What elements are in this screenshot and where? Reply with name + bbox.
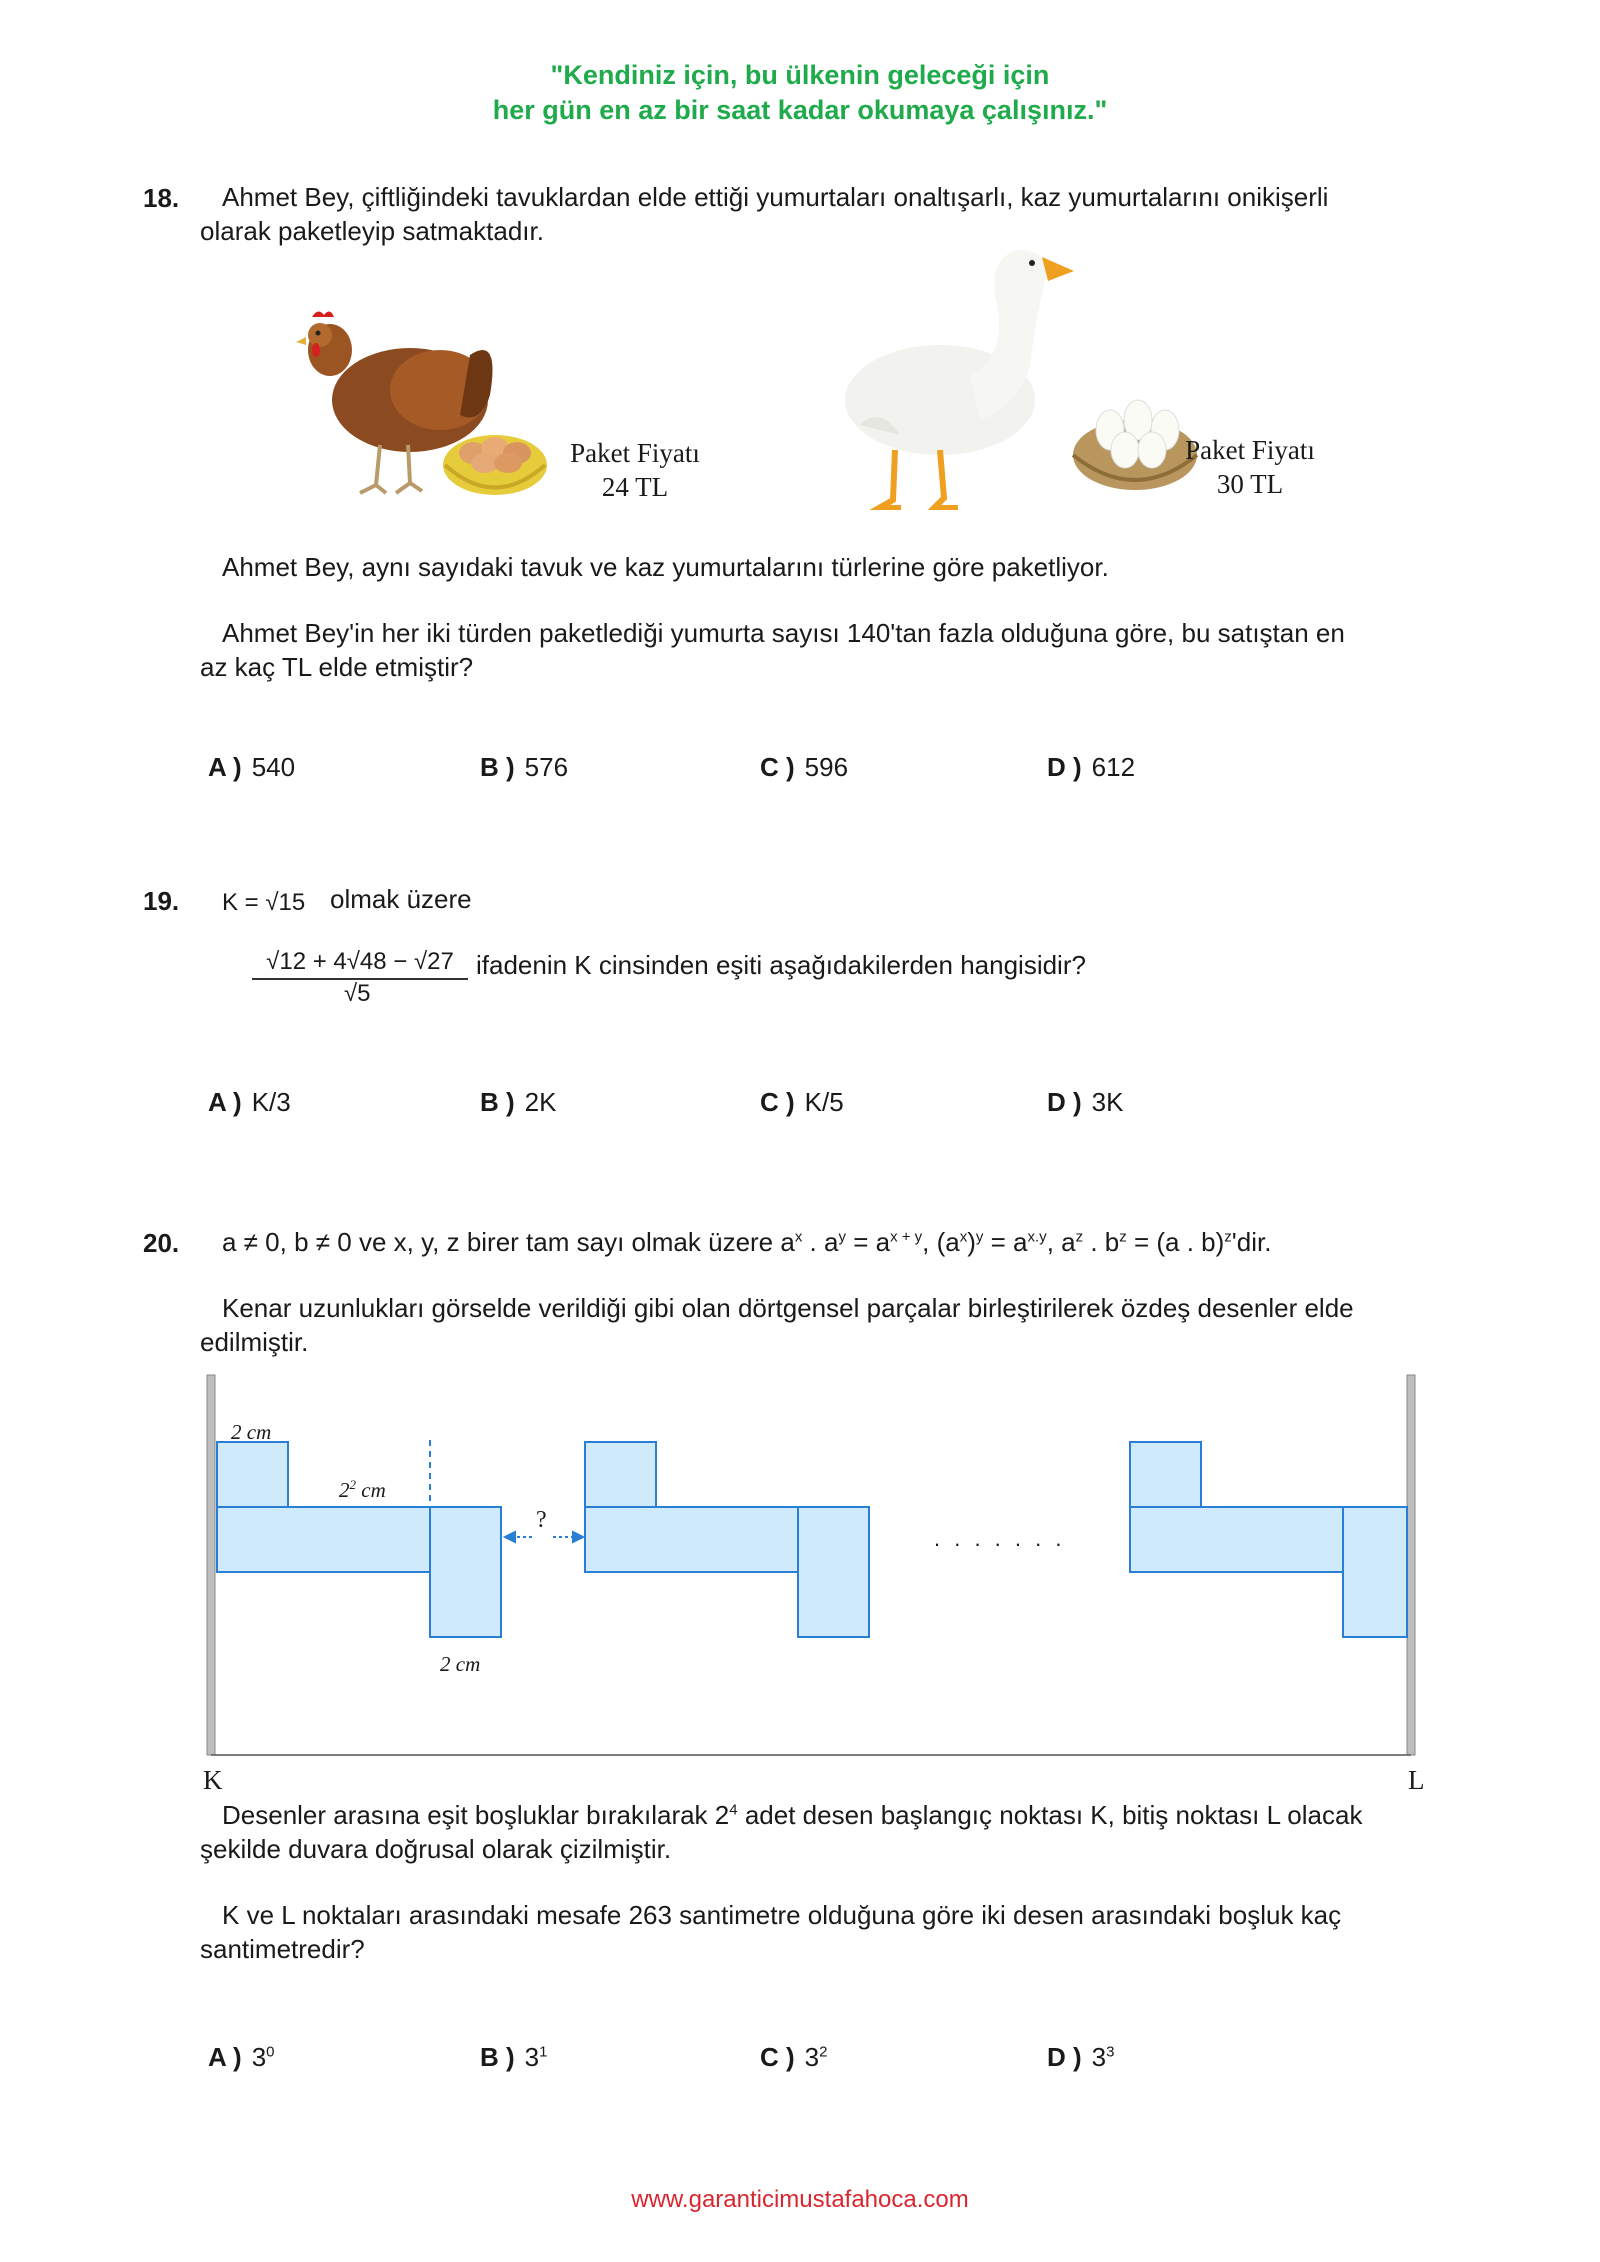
- q18-option-d[interactable]: [1047, 752, 1135, 783]
- para-text: adet desen başlangıç noktası K, bitiş noktası L olacak: [737, 1800, 1363, 1830]
- q20-option-c[interactable]: [760, 2042, 827, 2073]
- option-base: 3: [251, 2042, 267, 2072]
- option-letter: D ): [1047, 1087, 1082, 1117]
- goose-price-label: Paket Fiyatı: [1185, 435, 1315, 465]
- motto-line-2: her gün en az bir saat kadar okumaya çalışınız.": [492, 95, 1108, 125]
- q19-question: ifadenin K cinsinden eşiti aşağıdakilerden hangisidir?: [476, 950, 1086, 980]
- option-letter: C ): [760, 752, 795, 782]
- fraction-numerator: √12 + 4√48 − √27: [252, 948, 468, 980]
- label-base: 2: [339, 1478, 350, 1502]
- option-exp: 0: [266, 2043, 275, 2061]
- point-K: K: [203, 1765, 223, 1795]
- q20-para1-line2: edilmiştir.: [200, 1327, 309, 1357]
- rule-exp: y: [975, 1228, 984, 1246]
- rule-exp: y: [838, 1228, 846, 1246]
- option-letter: B ): [480, 1087, 515, 1117]
- rule-text: = a: [983, 1227, 1028, 1257]
- rule-exp: x: [794, 1228, 803, 1246]
- label-top-2cm: 2 cm: [231, 1420, 272, 1444]
- label-unit: cm: [356, 1478, 386, 1502]
- hen-package-price: [560, 436, 710, 504]
- q19-option-d[interactable]: [1047, 1087, 1123, 1118]
- option-letter: B ): [480, 2042, 515, 2072]
- option-base: 3: [1091, 2042, 1107, 2072]
- hen-price-value: 24 TL: [601, 472, 669, 502]
- goose-price-value: 30 TL: [1216, 469, 1284, 499]
- hen-price-label: Paket Fiyatı: [570, 438, 700, 468]
- rule-text: a ≠ 0, b ≠ 0 ve x, y, z birer tam sayı olmak üzere a: [222, 1227, 795, 1257]
- egg-basket-icon: [443, 435, 547, 495]
- k-definition-rest: olmak üzere: [330, 884, 472, 914]
- option-base: 3: [804, 2042, 820, 2072]
- fraction-denominator: √5: [344, 980, 371, 1007]
- option-value: 612: [1091, 752, 1136, 782]
- pattern-1: [217, 1442, 501, 1637]
- option-letter: A ): [208, 2042, 242, 2072]
- q18-option-b[interactable]: [480, 752, 568, 783]
- option-value: K/3: [251, 1087, 291, 1117]
- point-L: L: [1408, 1765, 1425, 1795]
- rule-exp: x + y: [890, 1228, 923, 1246]
- q18-para2-line1: Ahmet Bey'in her iki türden paketlediği yumurta sayısı 140'tan fazla olduğuna göre, bu satıştan en: [222, 618, 1345, 648]
- right-wall: [1407, 1375, 1415, 1755]
- q19-option-b[interactable]: [480, 1087, 556, 1118]
- option-value: 576: [524, 752, 569, 782]
- q19-option-a[interactable]: [208, 1087, 291, 1118]
- rule-text: . b: [1083, 1227, 1120, 1257]
- pattern-last: [1130, 1442, 1407, 1637]
- option-value: 540: [251, 752, 296, 782]
- goose-icon: [845, 250, 1074, 508]
- q20-option-a[interactable]: [208, 2042, 275, 2073]
- option-value: 596: [804, 752, 849, 782]
- q20-option-b[interactable]: [480, 2042, 547, 2073]
- para-text: Desenler arasına eşit boşluklar bırakılarak 2: [222, 1800, 730, 1830]
- option-letter: D ): [1047, 2042, 1082, 2072]
- left-wall: [207, 1375, 215, 1755]
- option-exp: 1: [539, 2043, 548, 2061]
- option-letter: C ): [760, 1087, 795, 1117]
- q19-option-c[interactable]: [760, 1087, 844, 1118]
- motto-line-1: "Kendiniz için, bu ülkenin geleceği için: [550, 60, 1050, 90]
- rule-exp: z: [1224, 1228, 1232, 1246]
- q18-para2-line2: az kaç TL elde etmiştir?: [200, 652, 474, 682]
- goose-with-eggs-image: [820, 235, 1200, 510]
- hen-with-eggs-image: [290, 295, 560, 515]
- question-20-number: 20.: [143, 1228, 180, 1258]
- rule-exp: z: [1119, 1228, 1127, 1246]
- q18-para1: Ahmet Bey, aynı sayıdaki tavuk ve kaz yumurtalarını türlerine göre paketliyor.: [222, 552, 1109, 582]
- option-letter: C ): [760, 2042, 795, 2072]
- q20-para3-line2: santimetredir?: [200, 1934, 365, 1964]
- gap-question-mark: ?: [536, 1507, 547, 1533]
- label-exp: 2: [349, 1477, 356, 1492]
- option-exp: 3: [1106, 2043, 1115, 2061]
- para-exp: 4: [729, 1801, 738, 1819]
- tile-pattern-figure: [195, 1370, 1435, 1795]
- exponent-rules: [222, 1225, 1271, 1259]
- rule-text: ): [967, 1227, 976, 1257]
- question-19-number: 19.: [143, 886, 180, 916]
- option-base: 3: [524, 2042, 540, 2072]
- q20-para3-line1: K ve L noktaları arasındaki mesafe 263 santimetre olduğuna göre iki desen arasındaki boşluk kaç: [222, 1900, 1342, 1930]
- option-value: 3K: [1091, 1087, 1124, 1117]
- label-mid-length: [339, 1478, 386, 1503]
- option-value: 2K: [524, 1087, 557, 1117]
- option-letter: A ): [208, 752, 242, 782]
- q20-para2-line2: şekilde duvara doğrusal olarak çizilmiştir.: [200, 1834, 672, 1864]
- option-value: K/5: [804, 1087, 844, 1117]
- motto-header: [0, 58, 1600, 128]
- q18-text-line2: olarak paketleyip satmaktadır.: [200, 216, 544, 246]
- rule-text: , (a: [922, 1227, 960, 1257]
- rule-text: , a: [1046, 1227, 1076, 1257]
- label-bottom-2cm: 2 cm: [440, 1652, 481, 1676]
- rule-text: 'dir.: [1231, 1227, 1272, 1257]
- q20-para2-line1: [222, 1798, 1362, 1832]
- expression-fraction: [252, 948, 468, 1008]
- rule-text: = a: [845, 1227, 891, 1257]
- q18-option-c[interactable]: [760, 752, 848, 783]
- rule-text: . a: [802, 1227, 839, 1257]
- option-letter: B ): [480, 752, 515, 782]
- continuation-dots: . . . . . . .: [934, 1526, 1066, 1551]
- q20-option-d[interactable]: [1047, 2042, 1114, 2073]
- option-letter: D ): [1047, 752, 1082, 782]
- k-definition: K = √15: [222, 889, 306, 916]
- q18-option-a[interactable]: [208, 752, 295, 783]
- footer-website-link[interactable]: www.garanticimustafahoca.com: [631, 2186, 969, 2213]
- question-18-number: 18.: [143, 183, 180, 213]
- rule-exp: x: [959, 1228, 968, 1246]
- q20-para1-line1: Kenar uzunlukları görselde verildiği gibi olan dörtgensel parçalar birleştirilerek özdeş desenler elde: [222, 1293, 1354, 1323]
- goose-package-price: [1175, 433, 1325, 501]
- q18-text-line1: Ahmet Bey, çiftliğindeki tavuklardan elde ettiği yumurtaları onaltışarlı, kaz yumurtalarını onikişerli: [222, 182, 1329, 212]
- rule-exp: x.y: [1027, 1228, 1047, 1246]
- option-exp: 2: [819, 2043, 828, 2061]
- rule-text: = (a . b): [1126, 1227, 1225, 1257]
- pattern-2: [585, 1442, 869, 1637]
- option-letter: A ): [208, 1087, 242, 1117]
- rule-exp: z: [1075, 1228, 1084, 1246]
